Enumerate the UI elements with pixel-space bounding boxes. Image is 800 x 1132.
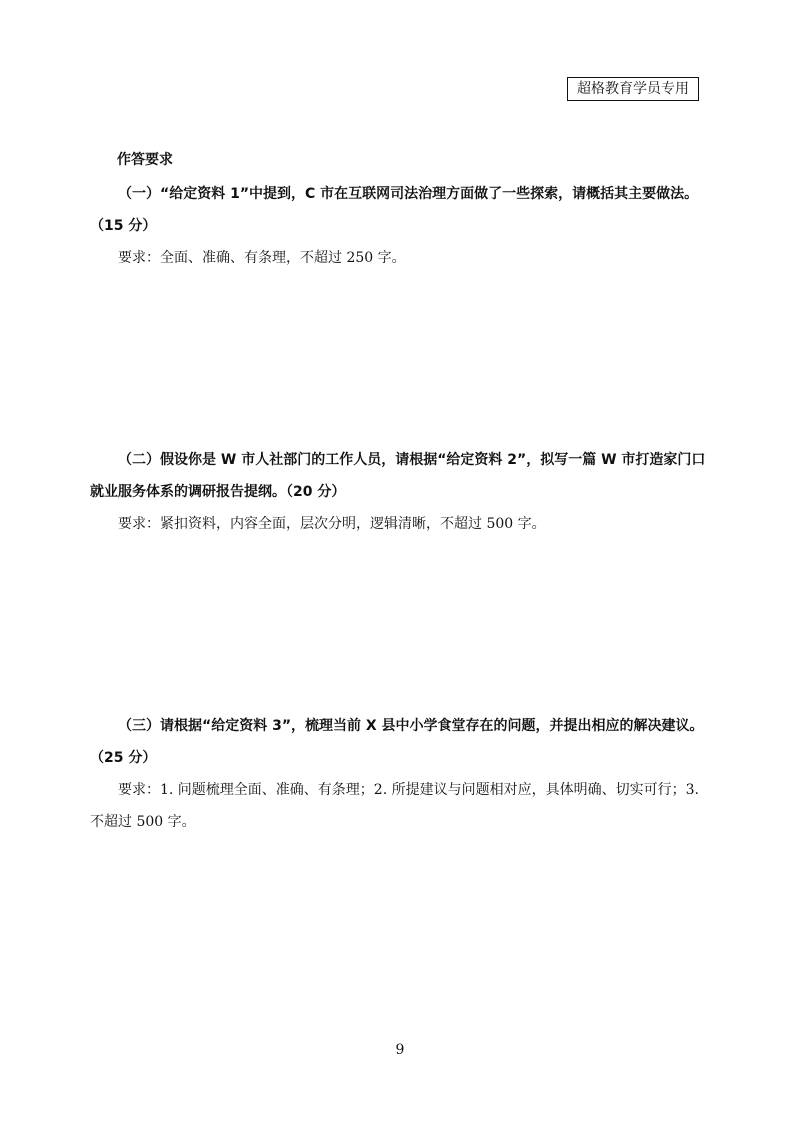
section-title: 作答要求 <box>117 152 173 168</box>
usage-badge: 超格教育学员专用 <box>567 77 699 101</box>
question-3-requirement: 要求：1. 问题梳理全面、准确、有条理；2. 所提建议与问题相对应，具体明确、切实可行；3. 不超过 500 字。 <box>90 782 699 830</box>
page-number: 9 <box>395 1042 405 1058</box>
question-1-prompt: （一）“给定资料 1”中提到，C 市在互联网司法治理方面做了一些探索，请概括其主要做法。（15 分） <box>90 186 699 234</box>
question-3-prompt: （三）请根据“给定资料 3”，梳理当前 X 县中小学食堂存在的问题，并提出相应的解决建议。（25 分） <box>90 718 704 766</box>
question-2-requirement: 要求：紧扣资料，内容全面，层次分明，逻辑清晰，不超过 500 字。 <box>118 516 546 532</box>
question-1-requirement: 要求：全面、准确、有条理，不超过 250 字。 <box>118 250 406 266</box>
question-2-prompt: （二）假设你是 W 市人社部门的工作人员，请根据“给定资料 2”，拟写一篇 W 市打造家门口就业服务体系的调研报告提纲。（20 分） <box>90 452 706 500</box>
